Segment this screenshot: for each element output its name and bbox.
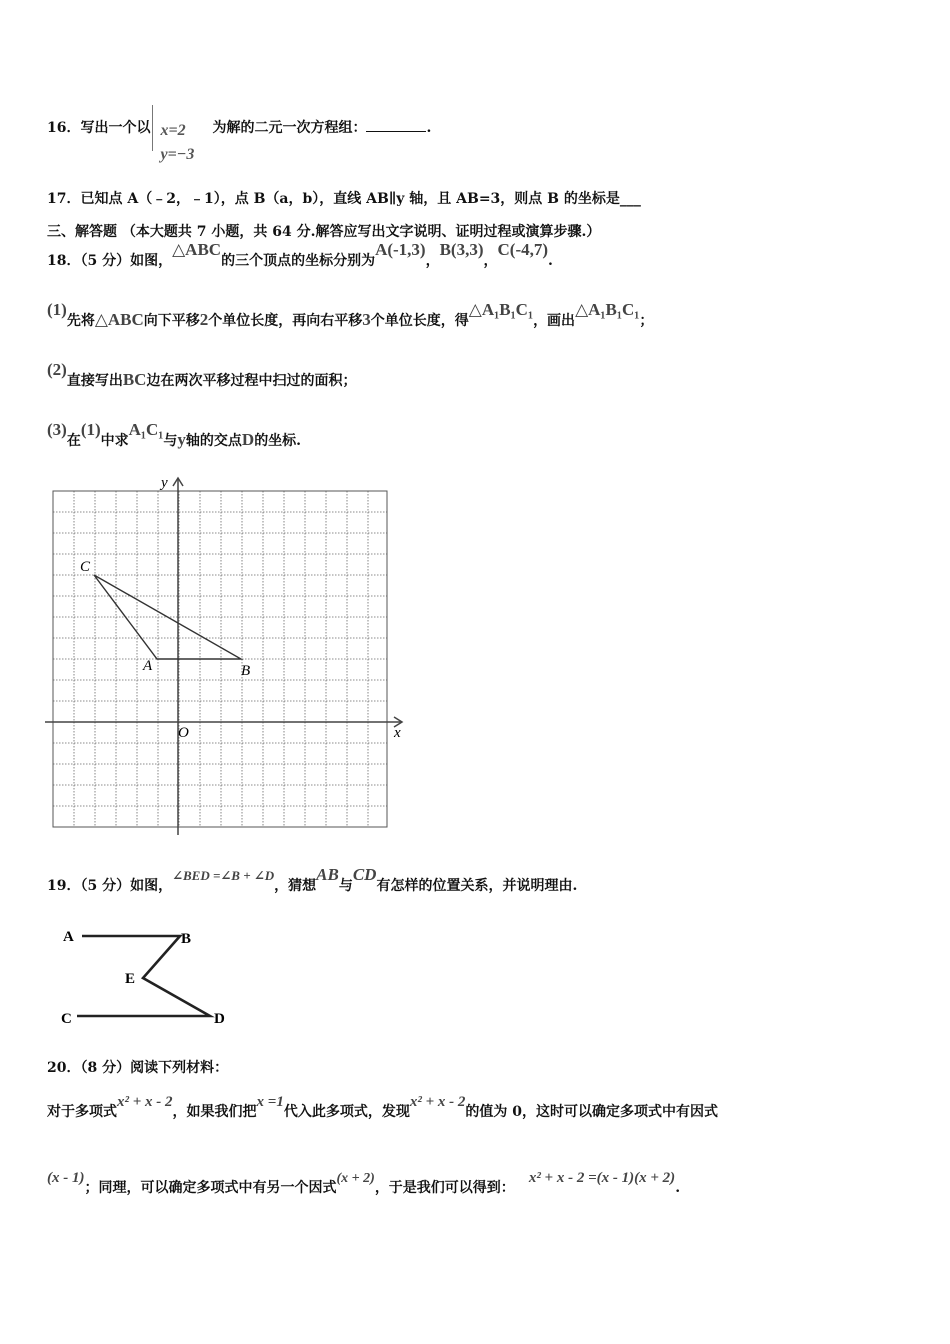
- seg-CD: CD: [352, 865, 377, 884]
- q16-end: .: [426, 120, 432, 136]
- q16-suffix: 为解的二元一次方程组：: [212, 120, 367, 136]
- q18-tri: △ABC: [172, 240, 222, 259]
- point-B: B(3,3): [439, 240, 484, 259]
- text: 边在两次平移过程中扫过的面积；: [146, 373, 357, 389]
- zigzag-lines: [77, 936, 210, 1016]
- text: ，猜想: [274, 878, 317, 894]
- text: 先将: [66, 313, 95, 329]
- text: ，于是我们可以得到：: [374, 1180, 515, 1196]
- poly-expr: x² + x - 2: [409, 1094, 466, 1110]
- vertex-C-label: C: [80, 559, 91, 575]
- text: ，画出: [533, 313, 576, 329]
- y-axis-label: y: [161, 475, 168, 491]
- q18-end: .: [548, 253, 553, 269]
- coordinate-grid-figure: [40, 470, 410, 840]
- text: 对于多项式: [47, 1104, 117, 1120]
- q18-part1: [47, 300, 654, 330]
- factor-1: (x - 1): [47, 1170, 85, 1186]
- q16-prefix: 16．写出一个以: [47, 120, 151, 136]
- label-B: B: [181, 931, 192, 947]
- x-eq: x =1: [256, 1094, 284, 1110]
- q17-line: 17．已知点 A（﹣2，﹣1），点 B（a，b），直线 AB∥y 轴，且 AB=3，则点 B 的坐标是___: [47, 191, 641, 207]
- part-num: (1): [47, 300, 67, 319]
- point-A: A(-1,3): [375, 240, 426, 259]
- text: 与: [163, 433, 178, 449]
- label-A: A: [63, 929, 74, 945]
- text: ，如果我们把: [172, 1104, 257, 1120]
- x-axis-label: x: [394, 725, 401, 741]
- label-D: D: [214, 1011, 225, 1027]
- factor-2: (x + 2): [336, 1171, 375, 1186]
- text: ；同理，可以确定多项式中有另一个因式: [84, 1180, 337, 1196]
- angle-expr: ∠BED =∠B + ∠D: [172, 868, 275, 883]
- part-num: (2): [47, 360, 67, 379]
- vertex-B-label: B: [241, 663, 251, 679]
- origin-label: O: [178, 725, 189, 741]
- label-C: C: [61, 1011, 72, 1027]
- brace-icon: [152, 105, 159, 151]
- point-C: C(-4,7): [497, 240, 549, 259]
- text: 向下平移: [143, 313, 200, 329]
- text: 个单位长度，得: [370, 313, 469, 329]
- math: A₁C₁: [128, 420, 164, 439]
- label-E: E: [125, 971, 136, 987]
- q19-prefix: 19．（5 分）如图，: [47, 878, 173, 894]
- math: (1): [80, 420, 101, 439]
- q18-prefix: 18．（5 分）如图，: [47, 253, 173, 269]
- text: 与: [338, 878, 353, 894]
- part-num: (3): [47, 420, 67, 439]
- zigzag-figure: [55, 920, 245, 1030]
- factorization: x² + x - 2 =(x - 1)(x + 2): [528, 1170, 676, 1186]
- text: 在: [66, 433, 81, 449]
- q20-end: .: [675, 1180, 681, 1196]
- section-heading: 三、解答题 （本大题共 7 小题，共 64 分.解答应写出文字说明、证明过程或演算步骤.）: [47, 224, 601, 240]
- equation-system: [150, 105, 212, 163]
- math: y: [177, 430, 186, 449]
- math: △A₁B₁C₁: [575, 300, 640, 319]
- text: 轴的交点: [185, 433, 242, 449]
- poly-expr: x² + x - 2: [117, 1094, 173, 1110]
- sep: ，: [425, 253, 440, 269]
- text: 的值为 0，这时可以确定多项式中有因式: [465, 1104, 719, 1120]
- q16-line: [47, 103, 432, 163]
- text: ；: [639, 313, 654, 329]
- math: △A₁B₁C₁: [468, 300, 534, 319]
- text: 的坐标.: [254, 433, 302, 449]
- q20-line1: [47, 1094, 719, 1121]
- math: D: [241, 430, 255, 449]
- vertex-A-label: A: [143, 658, 153, 674]
- text: 有怎样的位置关系，并说明理由.: [376, 878, 578, 894]
- q18-mid: 的三个顶点的坐标分别为: [221, 253, 376, 269]
- math: 2: [199, 310, 209, 329]
- sep: ，: [483, 253, 498, 269]
- q19-line: [47, 865, 578, 895]
- q18-part2: [47, 360, 357, 390]
- math: BC: [122, 370, 147, 389]
- text: 中求: [100, 433, 129, 449]
- q20-head: 20．（8 分）阅读下列材料：: [47, 1060, 229, 1076]
- math: 3: [362, 310, 371, 329]
- answer-blank: [366, 129, 426, 132]
- q18-line: [47, 240, 553, 270]
- seg-AB: AB: [316, 865, 339, 884]
- text: 直接写出: [66, 373, 123, 389]
- q16-eq2: y=−3: [160, 146, 195, 163]
- math: △ABC: [94, 310, 144, 329]
- q20-line2: [47, 1170, 681, 1197]
- q18-part3: [47, 420, 302, 450]
- text: 个单位长度，再向右平移: [208, 313, 363, 329]
- text: 代入此多项式，发现: [283, 1104, 410, 1120]
- q16-eq1: x=2: [160, 122, 186, 139]
